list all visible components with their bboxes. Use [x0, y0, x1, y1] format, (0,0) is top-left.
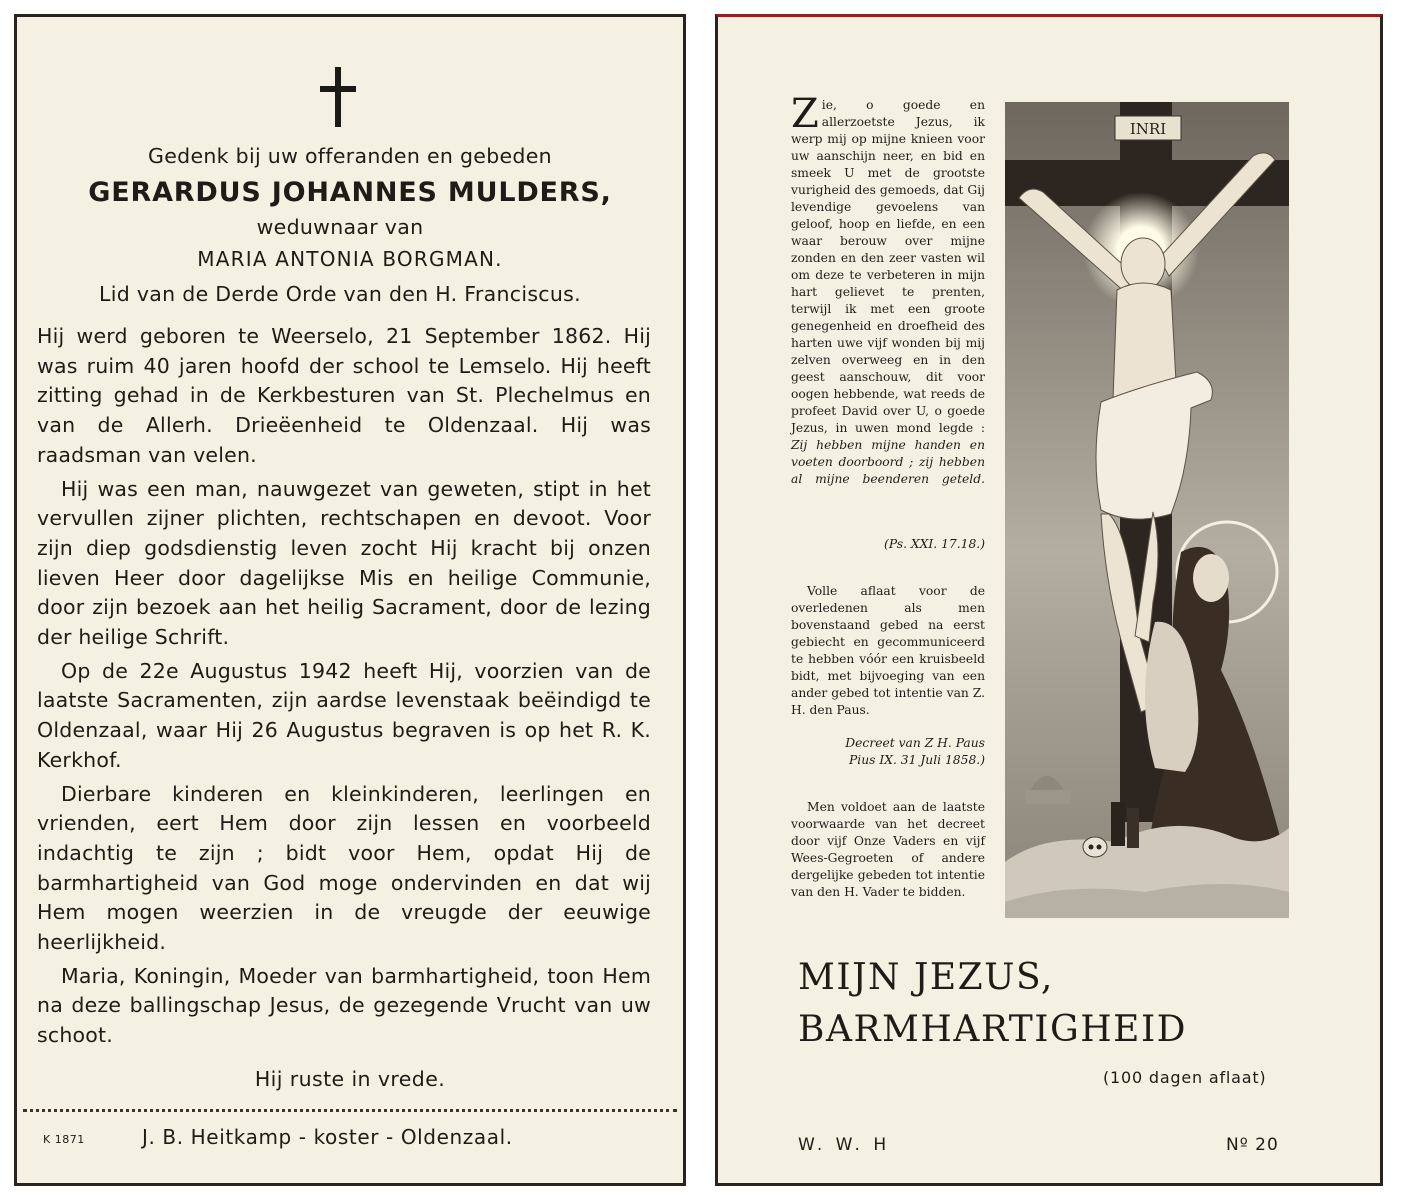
- dotted-divider: [23, 1109, 677, 1112]
- deceased-name: GERARDUS JOHANNES MULDERS,: [88, 177, 612, 208]
- biography-paragraph: Hij werd geboren te Weerselo, 21 September 1862. Hij was ruim 40 jaren hoofd der school te Lemselo. Hij heeft zitting gehad in de Kerkbesturen van St. Plechelmus en van de Allerh. Drieëenheid te Oldenzaal. Hij was raadsman van velen.: [37, 324, 651, 467]
- spouse-name: MARIA ANTONIA BORGMAN.: [197, 247, 503, 271]
- skull-icon: [1083, 837, 1107, 857]
- inri-sign: [1115, 116, 1181, 140]
- indulgence-paragraph: Volle aflaat voor de overledenen als men bovenstaand gebed na eerst gebiecht en gecommuniceerd te hebben vóór een kruisbeeld bidt, met bijvoeging van een ander gebed tot intentie van Z. H. den Paus.: [791, 584, 985, 717]
- printer-code: K 1871: [43, 1133, 85, 1146]
- biography-paragraph: Hij was een man, nauwgezet van geweten, stipt in het vervullen zijner plichten, rechtschapen en devoot. Voor zijn diep godsdienstig leven zocht Hij kracht bij onzen lieven Heer door dagelijkse Mis en heilige Communie, door zijn bezoek aan het heilig Sacrament, door de lezing der heilige Schrift.: [37, 476, 651, 650]
- membership-line: Lid van de Derde Orde van den H. Franciscus.: [99, 282, 581, 306]
- crucifixion-image: [1005, 102, 1289, 918]
- condition-paragraph: Men voldoet aan de laatste voorwaarde van het decreet door vijf Onze Vaders en vijf Wees-Gegroeten of andere dergelijke gebeden tot intentie van den H. Vader te bidden.: [791, 800, 985, 899]
- inri-text: INRI: [1129, 120, 1167, 138]
- biography-paragraph: Op de 22e Augustus 1942 heeft Hij, voorzien van de laatste Sacramenten, zijn aardse levenstaak beëindigd te Oldenzaal, waar Hij 26 Augustus begraven is op het R. K. Kerkhof.: [37, 658, 651, 772]
- printer-line: J. B. Heitkamp - koster - Oldenzaal.: [142, 1125, 513, 1149]
- prayer-body: ie, o goede en allerzoetste Jezus, ik werp mij op mijne knieen voor uw aanschijn neer, en bid en smeek U met de grootste vurigheid des gemoeds, dat Gij levendige gevoelens van geloof, hoop en liefde, en een waar berouw over mijne zonden en den zeer vasten wil om deze te verbeteren in mijn hart gelievet te prenten, terwijl ik met een groote genegenheid en droefheid des harten uwe vijf wonden bij mij zelven overweeg en in den geest aanschouw, dit voor oogen hebbende, wat reeds de profeet David over U, o goede Jezus, in uwen mond legde :: [791, 98, 985, 435]
- intro-line: Gedenk bij uw offeranden en gebeden: [148, 144, 552, 168]
- rest-in-peace: Hij ruste in vrede.: [254, 1067, 446, 1091]
- decree-line: Pius IX. 31 Juli 1858.): [849, 753, 985, 767]
- prayer-paragraph: Maria, Koningin, Moeder van barmhartigheid, toon Hem na deze ballingschap Jesus, de gezegende Vrucht van uw schoot.: [37, 963, 651, 1048]
- memorial-card-back: [715, 14, 1383, 1186]
- biography-paragraph: Dierbare kinderen en kleinkinderen, leerlingen en vrienden, eert Hem door zijn lessen en voorbeeld indachtig te zijn ; bidt voor Hem, opdat Hij de barmhartigheid van God moge ondervinden en dat wij Hem mogen weerzien in de vreugde der eeuwige heerlijkheid.: [37, 781, 651, 955]
- publisher-initials: W. W. H: [798, 1135, 891, 1155]
- indulgence-days: (100 dagen aflaat): [1103, 1068, 1267, 1087]
- biography-block: [37, 322, 651, 1051]
- prayer-quote: Zij hebben mijne handen en voeten doorboord ; zij hebben al mijne beenderen geteld.: [791, 438, 985, 486]
- card-title-line-2: BARMHARTIGHEID: [798, 1009, 1188, 1050]
- memorial-card-front: [14, 14, 686, 1186]
- prayer-text: [791, 91, 985, 488]
- decree-reference: [791, 735, 985, 769]
- condition-text: [791, 799, 985, 901]
- card-number: Nº 20: [1226, 1135, 1279, 1155]
- widow-of-line: weduwnaar van: [256, 215, 424, 239]
- psalm-reference: (Ps. XXI. 17.18.): [884, 537, 985, 551]
- indulgence-text: [791, 583, 985, 719]
- prayer-dropcap: Z: [791, 91, 819, 137]
- cross-icon: [320, 67, 356, 127]
- card-title-line-1: MIJN JEZUS,: [798, 957, 1054, 998]
- decree-line: Decreet van Z H. Paus: [845, 736, 985, 750]
